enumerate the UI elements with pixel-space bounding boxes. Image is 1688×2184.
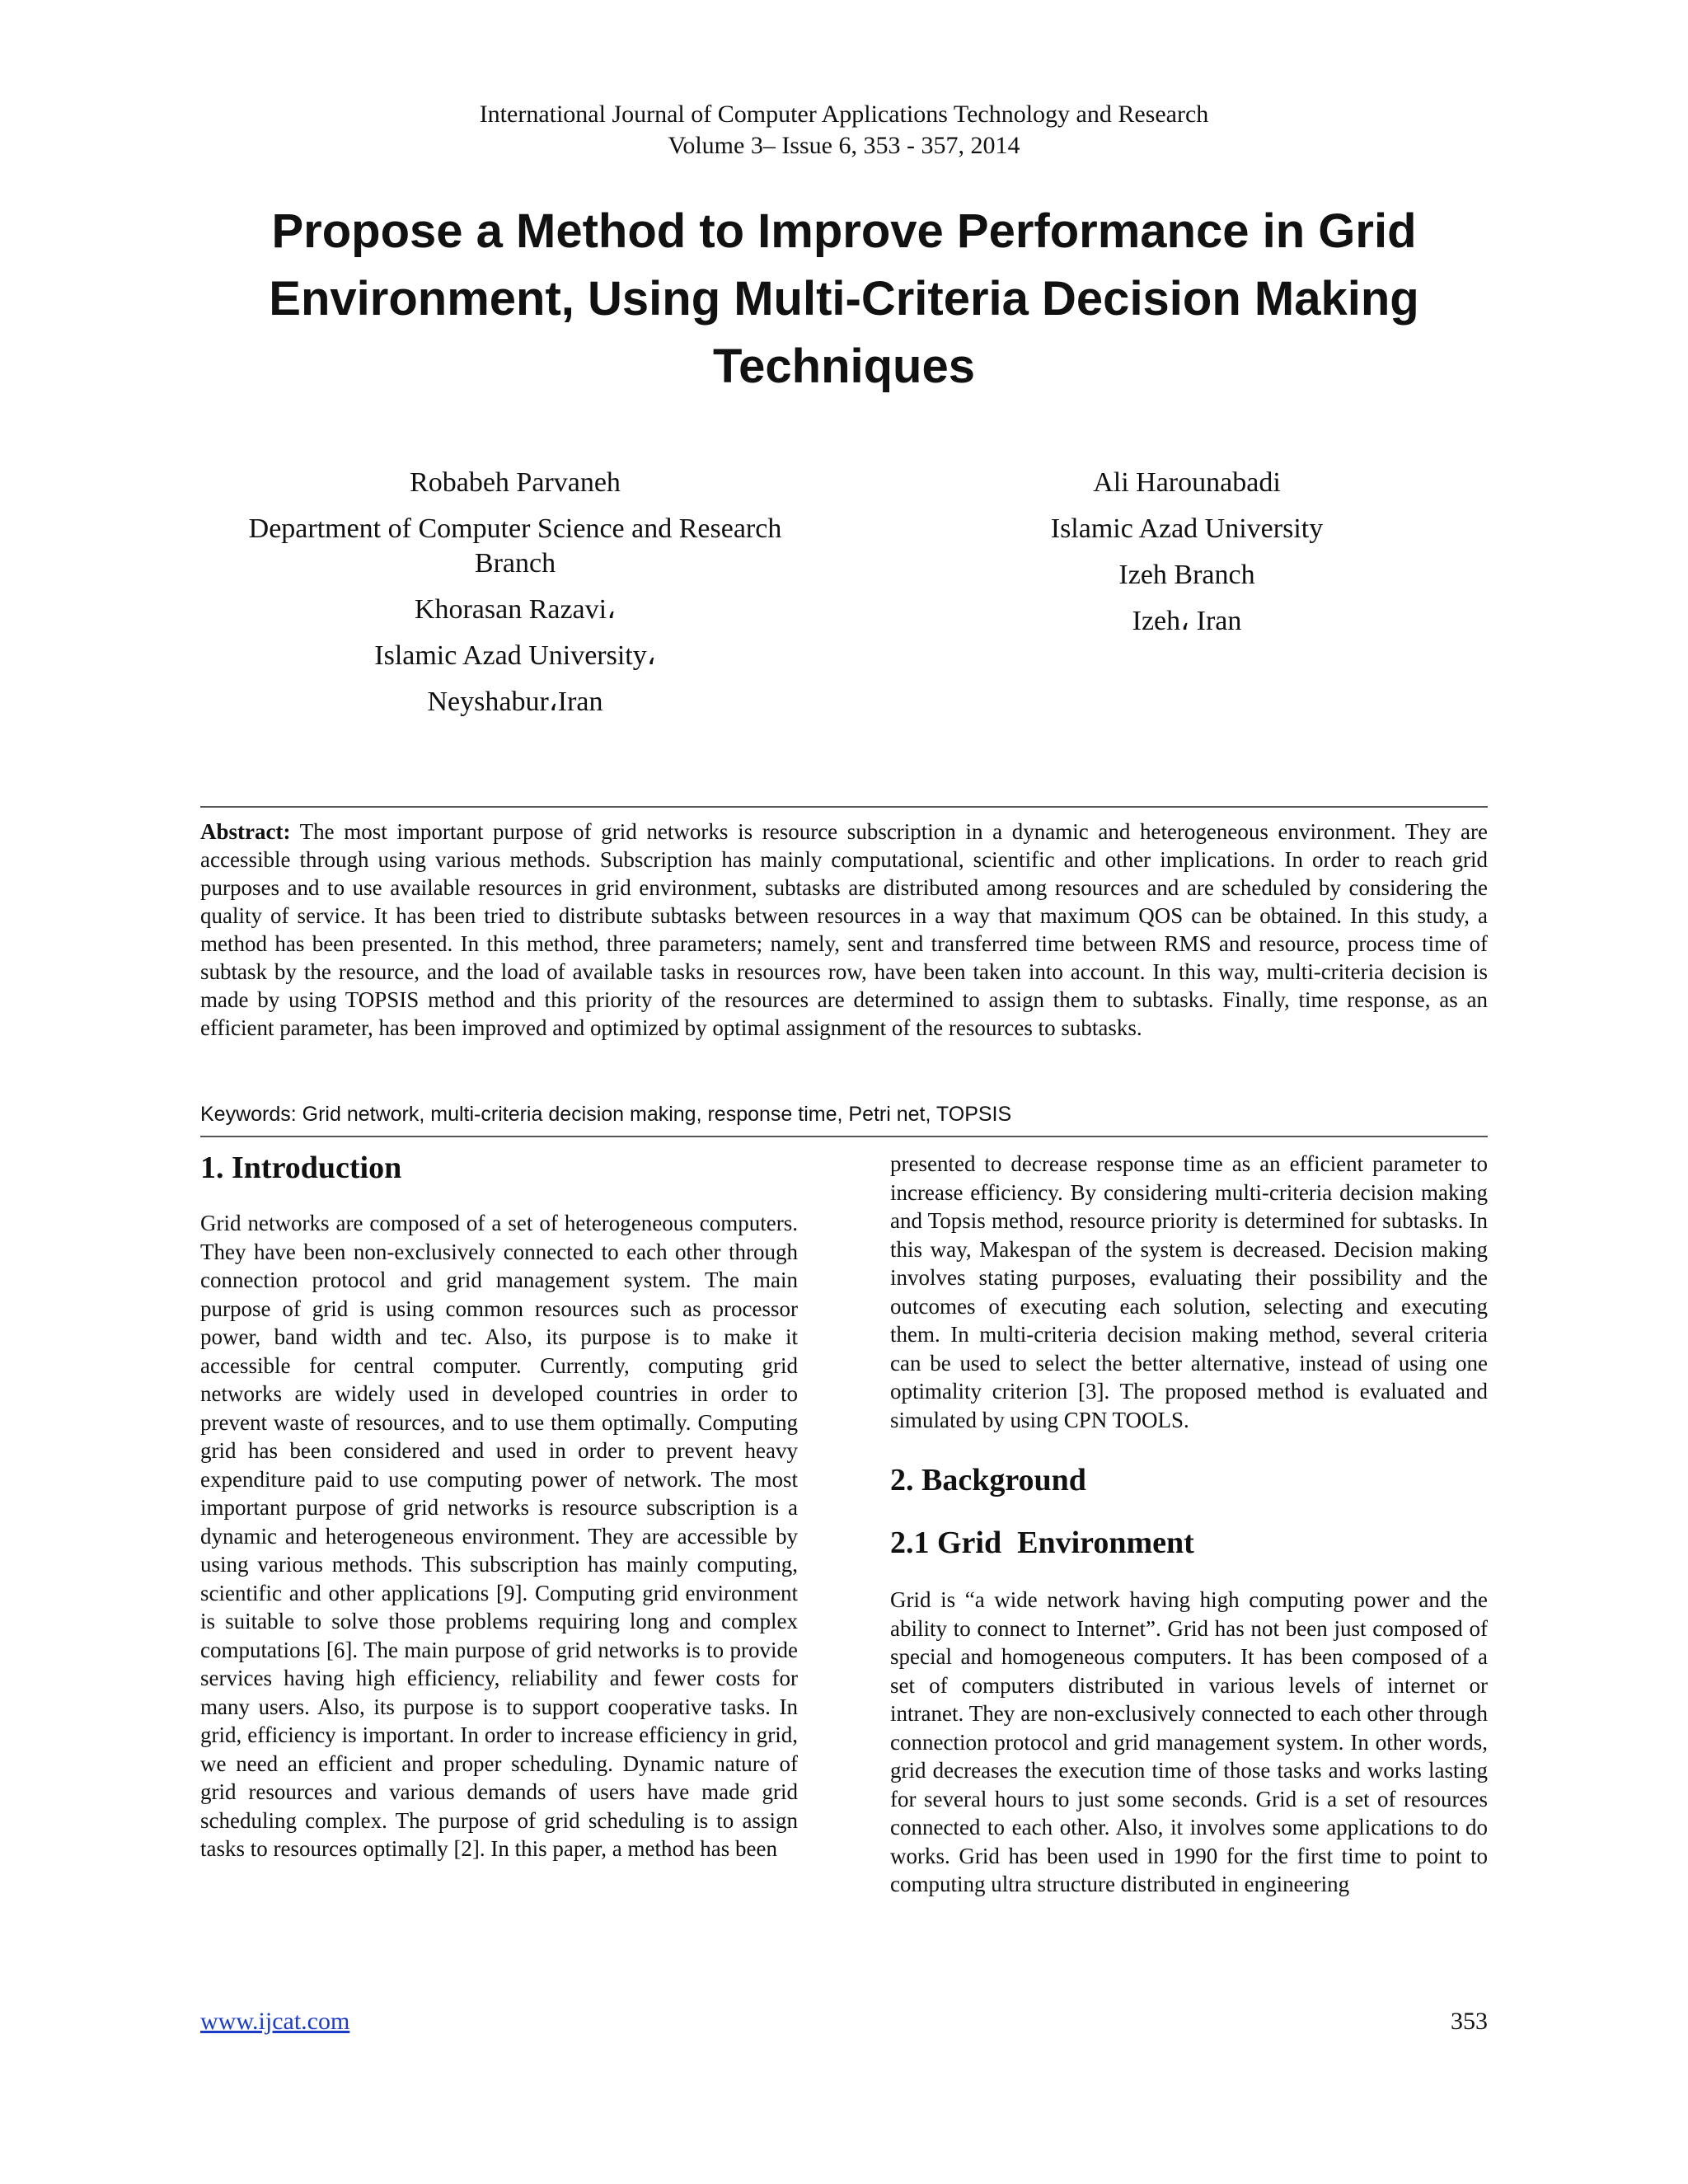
keywords-bottom-rule bbox=[200, 1136, 1488, 1137]
author-affiliation: Islamic Azad University bbox=[1050, 513, 1324, 544]
author-affiliation: Izeh Branch bbox=[1118, 560, 1255, 590]
journal-volume: Volume 3– Issue 6, 353 - 357, 2014 bbox=[668, 132, 1020, 159]
abstract-text: The most important purpose of grid networks is resource subscription in a dynamic and heterogeneous environment. They are accessible through using various methods. Subscription has mainly computational, scientific and other implications. In order to reach grid purposes and to use available resources in grid environment, subtasks are distributed among resources and are scheduled by considering the quality of service. It has been tried to distribute subtasks between resources in a way that maximum QOS can be obtained. In this study, a method has been presented. In this method, three parameters; namely, sent and transferred time between RMS and resource, process time of subtask by the resource, and the load of available tasks in resources row, have been taken into account. In this way, multi-criteria decision is made by using TOPSIS method and this priority of the resources are determined to assign them to subtasks. Finally, time response, as an efficient parameter, has been improved and optimized by optimal assignment of the resources to subtasks. bbox=[200, 819, 1489, 1040]
introduction-paragraph: Grid networks are composed of a set of heterogeneous computers. They have been non-exclusively connected to each other through connection protocol and grid management system. The main purpose of grid is using common resources such as processor power, band width and tec. Also, its purpose is to make it accessible for central computer. Currently, computing grid networks are widely used in developed countries in order to prevent waste of resources, and to use them optimally. Computing grid has been considered and used in order to prevent heavy expenditure paid to use computing power of network. The most important purpose of grid networks is resource subscription is a dynamic and heterogeneous environment. They are accessible by using various methods. This subscription has mainly computing, scientific and other applications [9]. Computing grid environment is suitable to solve those problems requiring long and complex computations [6]. The main purpose of grid networks is to provide services having high efficiency, reliability and fewer costs for many users. Also, its purpose is to support cooperative tasks. In grid, efficiency is important. In order to increase efficiency in grid, we need an efficient and proper scheduling. Dynamic nature of grid resources and various demands of users have made grid scheduling complex. The purpose of grid scheduling is to assign tasks to resources optimally [2]. In this paper, a method has been bbox=[200, 1211, 798, 1861]
right-column bbox=[890, 1150, 1488, 1899]
section-heading-introduction: 1. Introduction bbox=[200, 1151, 402, 1185]
subsection-heading-grid-environment: 2.1 Grid Environment bbox=[890, 1526, 1194, 1560]
author-name: Robabeh Parvaneh bbox=[410, 467, 621, 498]
abstract-top-rule bbox=[200, 806, 1488, 808]
journal-header bbox=[0, 99, 1688, 162]
author-name: Ali Harounabadi bbox=[1093, 467, 1281, 498]
journal-name: International Journal of Computer Applications Technology and Research bbox=[479, 101, 1209, 128]
abstract-label: Abstract: bbox=[200, 819, 291, 844]
author-affiliation: Izeh، Iran bbox=[1132, 606, 1242, 636]
author-affiliation: Islamic Azad University، bbox=[374, 640, 656, 671]
keywords: Keywords: Grid network, multi-criteria decision making, response time, Petri net, TOPSIS bbox=[200, 1103, 1012, 1126]
author-affiliation: Khorasan Razavi، bbox=[414, 594, 617, 625]
abstract bbox=[200, 818, 1488, 1042]
author-affiliation: Department of Computer Science and Research Branch bbox=[248, 513, 782, 579]
introduction-paragraph-continued: presented to decrease response time as an efficient parameter to increase efficiency. By considering multi-criteria decision making and Topsis method, resource priority is determined for subtasks. In this way, Makespan of the system is decreased. Decision making involves stating purposes, evaluating their possibility and the outcomes of executing each solution, selecting and executing them. In multi-criteria decision making method, several criteria can be used to select the better alternative, instead of using one optimality criterion [3]. The proposed method is evaluated and simulated by using CPN TOOLS. bbox=[890, 1151, 1488, 1432]
author-block-1 bbox=[218, 466, 812, 731]
author-block-2 bbox=[1006, 466, 1368, 650]
page-number: 353 bbox=[1451, 2008, 1488, 2035]
left-column bbox=[200, 1150, 798, 1863]
journal-website-link[interactable]: www.ijcat.com bbox=[200, 2008, 350, 2035]
paper-title: Propose a Method to Improve Performance in Grid Environment, Using Multi-Criteria Decision Making Techniques bbox=[269, 204, 1419, 393]
section-heading-background: 2. Background bbox=[890, 1463, 1086, 1497]
author-affiliation: Neyshabur،Iran bbox=[427, 687, 603, 717]
grid-environment-paragraph: Grid is “a wide network having high computing power and the ability to connect to Internet”. Grid has not been just composed of special and homogeneous computers. It has been composed of a set of computers distributed in various levels of internet or intranet. They are non-exclusively connected to each other through connection protocol and grid management system. In other words, grid decreases the execution time of those tasks and works lasting for several hours to just some seconds. Grid is a set of resources connected to each other. Also, it involves some applications to do works. Grid has been used in 1990 for the first time to point to computing ultra structure distributed in engineering bbox=[890, 1587, 1488, 1896]
